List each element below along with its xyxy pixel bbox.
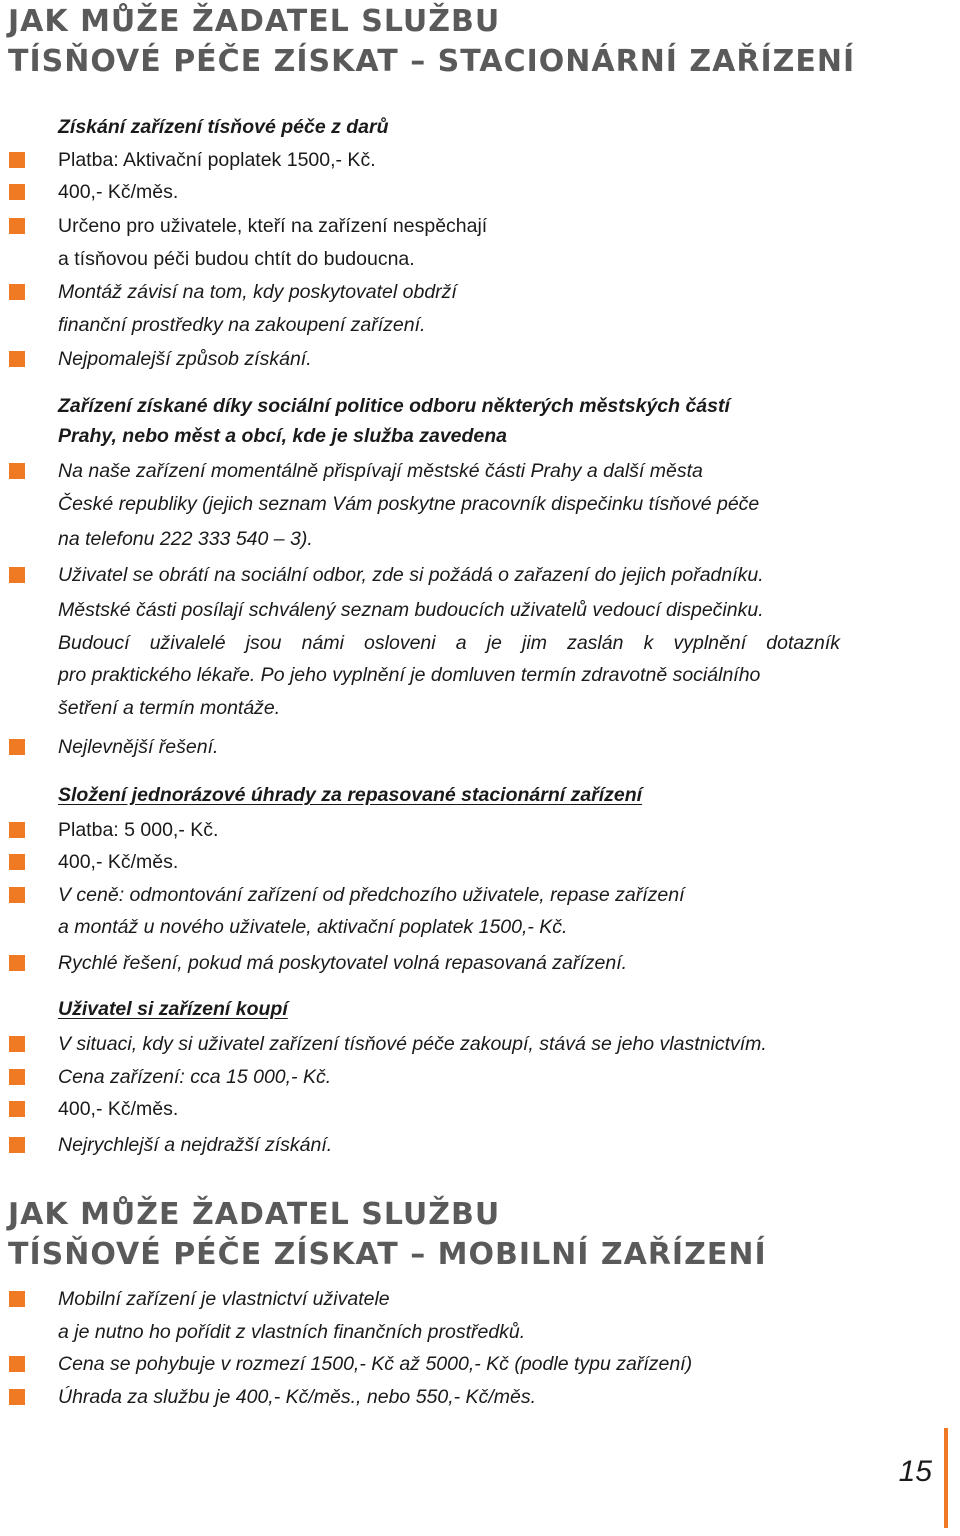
text-line: V ceně: odmontování zařízení od předchozího uživatele, repase zařízení — [58, 884, 685, 906]
text-line: Cena se pohybuje v rozmezí 1500,- Kč až 5000,- Kč (podle typu zařízení) — [58, 1353, 693, 1375]
text-line: finanční prostředky na zakoupení zařízení. — [58, 314, 426, 336]
heading-line-1: JAK MŮŽE ŽADATEL SLUŽBU — [8, 4, 501, 39]
bullet-marker — [9, 152, 25, 168]
text-line: Uživatel se obrátí na sociální odbor, zde si požádá o zařazení do jejich pořadníku. — [58, 564, 764, 586]
page-number: 15 — [898, 1455, 932, 1488]
text-line: Na naše zařízení momentálně přispívají městské části Prahy a další města — [58, 460, 703, 482]
heading-line-2: TÍSŇOVÉ PÉČE ZÍSKAT – MOBILNÍ ZAŘÍZENÍ — [8, 1237, 767, 1272]
text-line: 400,- Kč/měs. — [58, 181, 179, 203]
text-line: Úhrada za službu je 400,- Kč/měs., nebo 550,- Kč/měs. — [58, 1386, 536, 1408]
bullet-marker — [9, 955, 25, 971]
text-line: Mobilní zařízení je vlastnictví uživatele — [58, 1288, 390, 1310]
text-line: šetření a termín montáže. — [58, 697, 281, 719]
bullet-marker — [9, 218, 25, 234]
text-line: 400,- Kč/měs. — [58, 851, 179, 873]
text-line: a je nutno ho pořídit z vlastních finančních prostředků. — [58, 1321, 526, 1343]
bullet-marker — [9, 1137, 25, 1153]
bullet-marker — [9, 739, 25, 755]
text-line: Montáž závisí na tom, kdy poskytovatel obdrží — [58, 281, 457, 303]
text-line: Městské části posílají schválený seznam budoucích uživatelů vedoucí dispečinku. — [58, 599, 764, 621]
text-line: Cena zařízení: cca 15 000,- Kč. — [58, 1066, 332, 1088]
bullet-marker — [9, 184, 25, 200]
text-line: Nejlevnější řešení. — [58, 736, 219, 758]
text-line: Rychlé řešení, pokud má poskytovatel volná repasovaná zařízení. — [58, 952, 628, 974]
subheading-refurbished: Složení jednorázové úhrady za repasované stacionární zařízení — [58, 784, 643, 806]
bullet-marker — [9, 1036, 25, 1052]
heading-line-1: JAK MŮŽE ŽADATEL SLUŽBU — [8, 1197, 501, 1232]
bullet-marker — [9, 463, 25, 479]
text-line: Platba: Aktivační poplatek 1500,- Kč. — [58, 149, 376, 171]
bullet-marker — [9, 887, 25, 903]
text-line: a tísňovou péči budou chtít do budoucna. — [58, 248, 415, 270]
page-accent-bar — [944, 1428, 948, 1528]
text-line: 400,- Kč/měs. — [58, 1098, 179, 1120]
section-heading-mobile — [8, 1195, 767, 1275]
subheading-social-line-1: Zařízení získané díky sociální politice odboru některých městských částí — [58, 395, 730, 417]
text-line: pro praktického lékaře. Po jeho vyplnění je domluven termín zdravotně sociálního — [58, 664, 761, 686]
text-line: a montáž u nového uživatele, aktivační poplatek 1500,- Kč. — [58, 916, 568, 938]
text-line: Určeno pro uživatele, kteří na zařízení nespěchají — [58, 215, 488, 237]
bullet-marker — [9, 567, 25, 583]
bullet-marker — [9, 351, 25, 367]
subheading-gift: Získání zařízení tísňové péče z darů — [58, 116, 389, 138]
text-line: České republiky (jejich seznam Vám poskytne pracovník dispečinku tísňové péče — [58, 493, 760, 515]
text-line: na telefonu 222 333 540 – 3). — [58, 528, 313, 550]
bullet-marker — [9, 1356, 25, 1372]
text-line: Platba: 5 000,- Kč. — [58, 819, 219, 841]
bullet-marker — [9, 854, 25, 870]
bullet-marker — [9, 284, 25, 300]
text-line: V situaci, kdy si uživatel zařízení tísňové péče zakoupí, stává se jeho vlastnictvím. — [58, 1033, 767, 1055]
subheading-social-line-2: Prahy, nebo měst a obcí, kde je služba zavedena — [58, 425, 508, 447]
bullet-marker — [9, 1101, 25, 1117]
text-line: Nejrychlejší a nejdražší získání. — [58, 1134, 333, 1156]
section-heading-stationary — [8, 2, 855, 82]
text-line: Nejpomalejší způsob získání. — [58, 348, 312, 370]
subheading-purchase: Uživatel si zařízení koupí — [58, 998, 288, 1020]
text-line: Budoucí uživalelé jsou námi osloveni a je jim zaslán k vyplnění dotazník — [58, 632, 840, 654]
bullet-marker — [9, 1389, 25, 1405]
bullet-marker — [9, 1069, 25, 1085]
heading-line-2: TÍSŇOVÉ PÉČE ZÍSKAT – STACIONÁRNÍ ZAŘÍZENÍ — [8, 44, 856, 79]
bullet-marker — [9, 1291, 25, 1307]
bullet-marker — [9, 822, 25, 838]
